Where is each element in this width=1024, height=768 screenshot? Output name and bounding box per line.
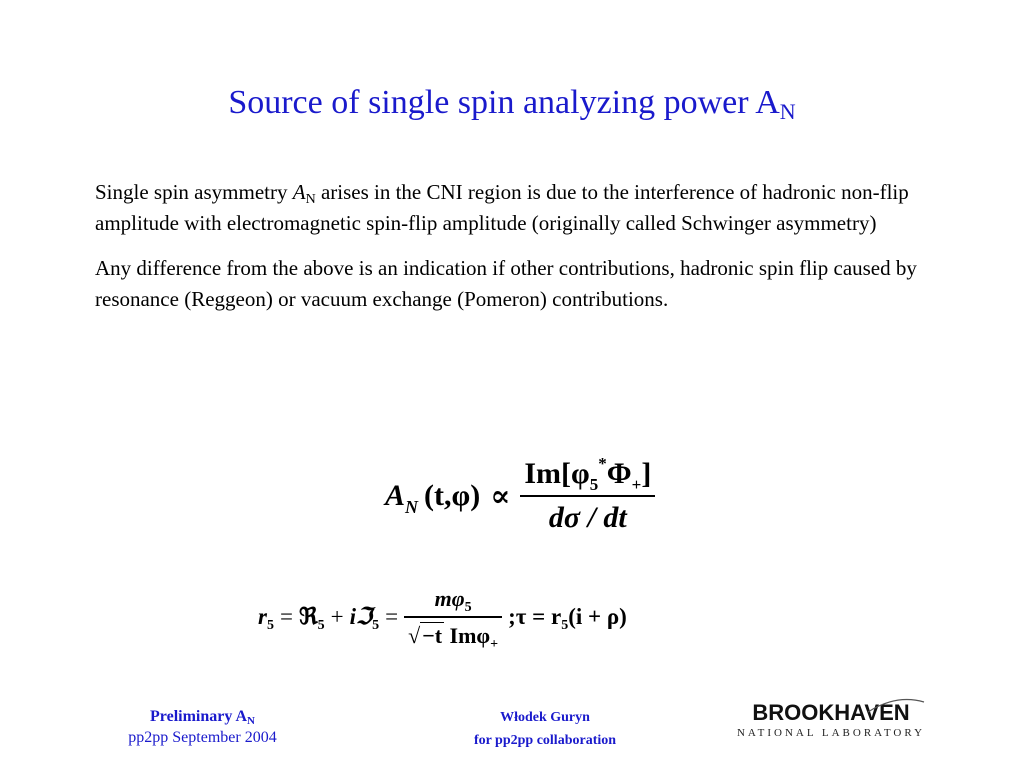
formula1-args: (t,φ) — [424, 479, 481, 512]
formula1-numerator: $Im[\varphi_5^*\Phi_+]$ — [524, 454, 652, 494]
footer-left — [95, 706, 310, 748]
formula2-numerator: $m\varphi_5$ — [434, 585, 472, 615]
footer-date: pp2pp September 2004 — [128, 729, 277, 746]
brookhaven-logo — [726, 700, 936, 750]
formula2-real-part: ℜ$_5$ — [298, 604, 325, 633]
formula2-equals-1: = — [279, 604, 293, 629]
logo-subtitle: NATIONAL LABORATORY — [736, 727, 926, 739]
formula1-denominator: dσ / dt — [548, 501, 627, 534]
footer-center — [425, 706, 665, 752]
slide-body — [95, 177, 945, 329]
logo-swoosh-icon — [866, 696, 926, 716]
paragraph-cni-part2: arises in the CNI region is due to the interference of hadronic non-flip amplitude with electromagnetic spin-flip amplitude (originally called Schwinger asymmetry) — [95, 180, 909, 235]
logo-name: BROOKHAVEN — [752, 700, 910, 725]
footer-collaboration: for pp2pp collaboration — [473, 733, 617, 748]
formula2-imag-part: iℑ$_5$ — [349, 604, 380, 633]
asymmetry-symbol: A — [292, 180, 306, 204]
formula2-denominator: √ −t Imφ$_+$ — [408, 622, 499, 652]
formula1-lhs: $A_N$ — [385, 479, 419, 517]
formula2-plus: + — [330, 604, 344, 629]
formula2-tau: ;τ = $r_5(i + \rho)$ — [508, 604, 627, 633]
paragraph-contributions: Any difference from the above is an indication if other contributions, hadronic spin flip caused by resonance (Reggeon) or vacuum exchange (Pomeron) contributions. — [95, 256, 917, 311]
sqrt-symbol: √ −t — [408, 622, 443, 648]
paragraph-cni-part1: Single spin asymmetry — [95, 180, 293, 204]
slide-title — [0, 84, 1024, 122]
footer-preliminary: Preliminary $A_N$ — [150, 708, 255, 727]
proportional-symbol: ∝ — [490, 479, 511, 513]
slide-title-subscript: N — [779, 99, 796, 124]
formula-r5-definition — [258, 582, 627, 652]
formula2-fraction — [404, 585, 502, 652]
asymmetry-symbol-sub: N — [305, 192, 316, 207]
formula1-fraction — [520, 454, 655, 535]
paragraph-cni — [95, 177, 945, 239]
footer-author: Włodek Guryn — [500, 710, 590, 725]
formula2-equals-2: = — [385, 604, 399, 629]
slide-title-text: Source of single spin analyzing power A — [228, 84, 780, 121]
formula-analyzing-power — [385, 448, 655, 544]
formula2-r5: $r_5$ — [258, 604, 274, 633]
